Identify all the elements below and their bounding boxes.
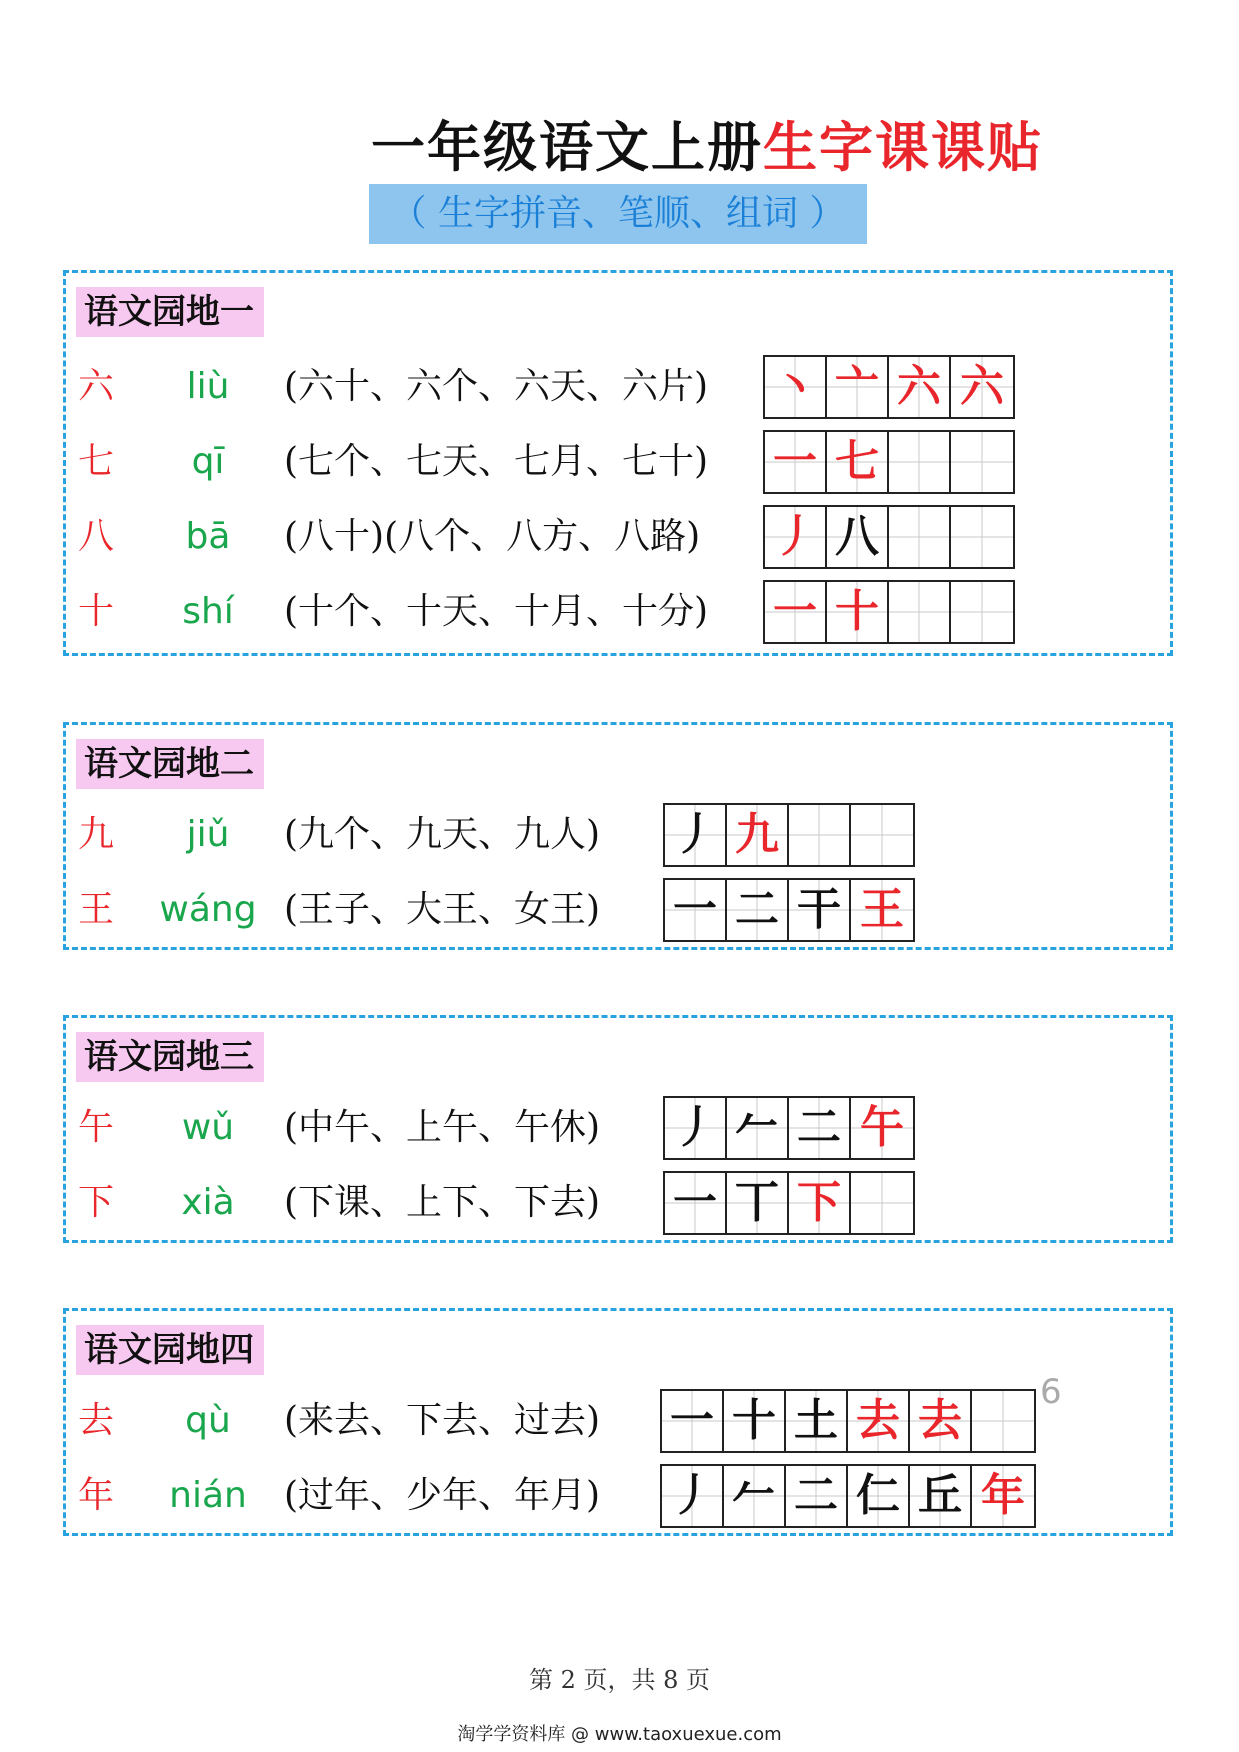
stroke-cell: 六: [951, 357, 1013, 417]
stroke-cell: 土: [786, 1391, 848, 1451]
char-row: [66, 1464, 1170, 1528]
stroke-grid: [763, 430, 1015, 494]
stroke-cell: 丿: [665, 1098, 727, 1158]
char-row: [66, 430, 1170, 494]
stroke-cell: 一: [765, 582, 827, 642]
stroke-cell: 年: [972, 1466, 1034, 1526]
stroke-grid: [763, 505, 1015, 569]
pinyin: liù: [186, 366, 230, 407]
stroke-grid: [663, 878, 915, 942]
pinyin: shí: [182, 591, 234, 632]
section-1: [63, 270, 1173, 656]
word-list: (中午、上午、午休): [284, 1107, 601, 1148]
pinyin: xià: [181, 1182, 235, 1223]
stroke-grid: [663, 1096, 915, 1160]
char: 年: [78, 1475, 115, 1516]
char-row: [66, 580, 1170, 644]
pinyin: nián: [169, 1475, 247, 1516]
pinyin: wǔ: [181, 1107, 235, 1148]
char-row: [66, 803, 1170, 867]
stroke-cell: 一: [665, 1173, 727, 1233]
char-row: [66, 878, 1170, 942]
stroke-cell: 八: [827, 507, 889, 567]
word-list: (下课、上下、下去): [284, 1182, 601, 1223]
stroke-cell: 丿: [665, 805, 727, 865]
stroke-cell: 七: [827, 432, 889, 492]
stroke-grid: [660, 1389, 1036, 1453]
stroke-cell: 一: [662, 1391, 724, 1451]
word-list: (来去、下去、过去): [284, 1400, 601, 1441]
section-label: 语文园地一: [76, 287, 264, 337]
stroke-cell: 仁: [848, 1466, 910, 1526]
char-row: [66, 1096, 1170, 1160]
stroke-cell: 一: [665, 880, 727, 940]
page-title: [0, 105, 1239, 182]
word-list: (过年、少年、年月): [284, 1475, 601, 1516]
stroke-cell: 丿: [662, 1466, 724, 1526]
stroke-grid: [660, 1464, 1036, 1528]
stroke-cell: 干: [789, 880, 851, 940]
stroke-cell: 去: [910, 1391, 972, 1451]
stroke-cell: 九: [727, 805, 789, 865]
footer-site: 淘学学资料库 @ www.taoxuexue.com: [457, 1724, 782, 1745]
stroke-cell: [851, 805, 913, 865]
stroke-cell: 丘: [910, 1466, 972, 1526]
stroke-cell: 午: [851, 1098, 913, 1158]
page-subtitle: （ 生字拼音、笔顺、组词 ）: [369, 184, 867, 244]
stroke-cell: 十: [827, 582, 889, 642]
pinyin: qù: [185, 1400, 231, 1441]
section-4: [63, 1308, 1173, 1536]
pinyin: qī: [191, 441, 225, 482]
char: 午: [78, 1107, 115, 1148]
char-row: [66, 505, 1170, 569]
word-list: (九个、九天、九人): [284, 814, 601, 855]
stroke-cell: [889, 432, 951, 492]
char-row: [66, 1171, 1170, 1235]
stroke-cell: [851, 1173, 913, 1233]
word-list: (七个、七天、七月、七十): [284, 441, 709, 482]
stroke-grid: [663, 1171, 915, 1235]
char: 七: [78, 441, 115, 482]
char: 王: [78, 889, 115, 930]
stroke-cell: [951, 432, 1013, 492]
stroke-cell: [889, 507, 951, 567]
word-list: (十个、十天、十月、十分): [284, 591, 709, 632]
section-label: 语文园地三: [76, 1032, 264, 1082]
stroke-cell: 一: [765, 432, 827, 492]
stroke-cell: [951, 582, 1013, 642]
stroke-cell: [951, 507, 1013, 567]
word-list: (王子、大王、女王): [284, 889, 601, 930]
title-red: 生字课课贴: [763, 115, 1043, 179]
stroke-cell: 二: [786, 1466, 848, 1526]
section-3: [63, 1015, 1173, 1243]
char-row: [66, 355, 1170, 419]
stroke-cell: 丿: [765, 507, 827, 567]
char: 去: [78, 1400, 115, 1441]
stroke-grid: [763, 355, 1015, 419]
stroke-cell: 𠂉: [724, 1466, 786, 1526]
section-label: 语文园地四: [76, 1325, 264, 1375]
stroke-cell: 二: [789, 1098, 851, 1158]
stroke-cell: 六: [889, 357, 951, 417]
stroke-cell: 王: [851, 880, 913, 940]
stroke-cell: 二: [727, 880, 789, 940]
stroke-cell: 下: [789, 1173, 851, 1233]
stroke-cell: [789, 805, 851, 865]
footer-page-indicator: 第 2 页，共 8 页: [528, 1666, 711, 1694]
pinyin: wáng: [159, 889, 257, 930]
word-list: (八十)(八个、八方、八路): [284, 516, 701, 557]
char: 六: [78, 366, 115, 407]
pinyin: jiǔ: [186, 814, 230, 855]
stroke-cell: [889, 582, 951, 642]
stroke-cell: 去: [848, 1391, 910, 1451]
stroke-cell: 丅: [727, 1173, 789, 1233]
stroke-cell: 丶: [765, 357, 827, 417]
title-black: 一年级语文上册: [371, 115, 763, 179]
stroke-cell: [972, 1391, 1034, 1451]
char: 八: [78, 516, 115, 557]
char: 十: [78, 591, 115, 632]
word-list: (六十、六个、六天、六片): [284, 366, 709, 407]
char: 九: [78, 814, 115, 855]
char-row: [66, 1389, 1170, 1453]
stroke-cell: 𠂉: [727, 1098, 789, 1158]
section-label: 语文园地二: [76, 739, 264, 789]
stroke-cell: 十: [724, 1391, 786, 1451]
stroke-grid: [763, 580, 1015, 644]
pinyin: bā: [185, 516, 231, 557]
stroke-cell: 亠: [827, 357, 889, 417]
section-2: [63, 722, 1173, 950]
stroke-grid: [663, 803, 915, 867]
page-number: 6: [1040, 1372, 1062, 1412]
char: 下: [78, 1182, 115, 1223]
